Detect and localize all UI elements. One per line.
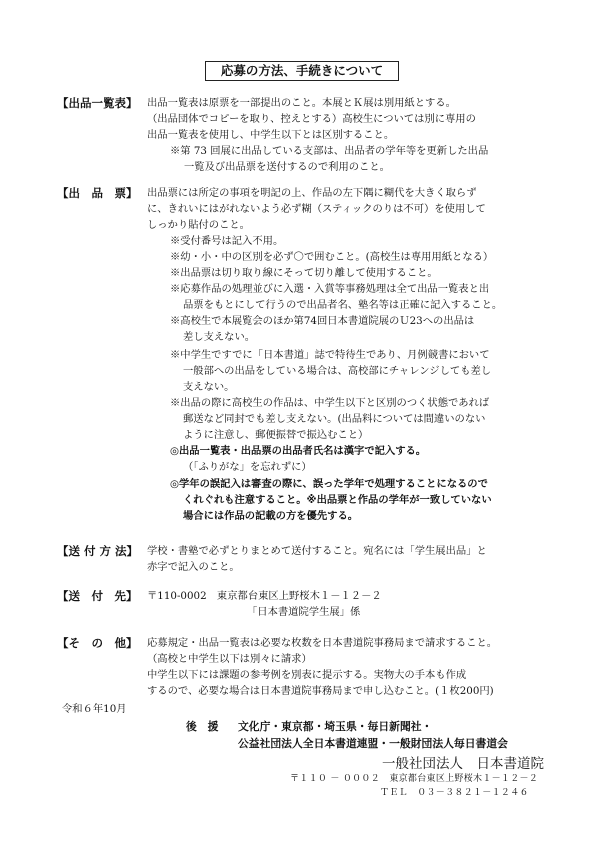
text-line: しっかり貼付のこと。 — [147, 219, 250, 231]
text-line: ◎学年の誤記入は審査の際に、誤った学年で処理することになるので — [170, 478, 488, 490]
text-line: 赤字で記入のこと。 — [147, 561, 240, 573]
text-line: 出品一覧表は原票を一部提出のこと。本展とＫ展は別用紙とする。 — [147, 97, 456, 109]
text-line: 出品一覧表を使用し、中学生以下とは区別すること。 — [147, 129, 395, 141]
text-line: ◎出品一覧表・出品票の出品者氏名は漢字で記入する。 — [170, 445, 427, 457]
text-line: 中学生以下には課題の参考例を別表に提示する。実物大の手本も作成 — [147, 669, 467, 681]
text-line: 学校・書塾で必ずとりまとめて送付すること。宛名には「学生展出品」と — [147, 545, 487, 557]
text-line: （高校と中学生以下は別々に請求） — [147, 653, 312, 665]
text-line: ※高校生で本展覧会のほか第74回日本書道院展のＵ23への出品は — [170, 315, 475, 327]
text-line: 出品票には所定の事項を明記の上、作品の左下隅に糊代を大きく取らず — [147, 187, 477, 199]
sponsor-line: 公益社団法人全日本書道連盟・一般財団法人毎日書道会 — [238, 737, 508, 750]
text-line: 一覧及び出品票を送付するので利用のこと。 — [184, 161, 390, 173]
section-label-list: 【出品一覧表】 — [57, 96, 138, 110]
text-line: （「ふりがな」を忘れずに） — [183, 461, 312, 473]
text-line: （出品団体でコピーを取り、控えとする）高校生については別に専用の — [147, 113, 476, 125]
text-line: ※応募作品の処理並びに入選・入賞等事務処理は全て出品一覧表と出 — [170, 283, 490, 295]
text-line: 品票をもとにして行うので出品者名、塾名等は正確に記入すること。 — [183, 299, 503, 311]
section-label-entry-slip: 【出 品 票】 — [57, 186, 138, 200]
text-line: 一般部への出品をしている場合は、高校部にチャレンジしても差し — [183, 365, 492, 377]
text-line: 差し支えない。 — [183, 331, 256, 343]
section-label-destination: 【送 付 先】 — [57, 589, 138, 603]
section-label-send-method: 【送 付 方 法】 — [57, 544, 139, 558]
sponsor-line: 文化庁・東京都・埼玉県・毎日新聞社・ — [238, 720, 433, 733]
text-line: ※出品票は切り取り線にそって切り離して使用すること。 — [170, 267, 438, 279]
organizer-phone: ＴＥＬ ０３－３８２１－１２４６ — [380, 788, 529, 798]
sponsor-label: 後 援 — [186, 720, 219, 733]
text-line: ※中学生ですでに「日本書道」誌で特待生であり、月例競書において — [170, 349, 490, 361]
text-line: ※出品の際に高校生の作品は、中学生以下と区別のつく状態であれば — [170, 397, 490, 409]
text-line: ※第 73 回展に出品している支部は、出品者の学年等を更新した出品 — [170, 145, 489, 157]
text-line: 郵送など同封でも差し支えない。(出品料については間違いのない — [183, 413, 486, 425]
organizer-name: 一般社団法人 日本書道院 — [382, 756, 544, 772]
section-label-other: 【そ の 他】 — [57, 636, 138, 650]
issue-date: 令和６年10月 — [62, 703, 127, 715]
text-line: 支えない。 — [183, 381, 235, 393]
text-line: 応募規定・出品一覧表は必要な枚数を日本書道院事務局まで請求すること。 — [147, 637, 498, 649]
text-line: ※受付番号は記入不用。 — [170, 235, 284, 247]
text-line: 場合には作品の記載の方を優先する。 — [183, 510, 359, 522]
text-line: 「日本書道院学生展」係 — [247, 606, 361, 618]
text-line: ※幼・小・中の区別を必ず〇で囲むこと。(高校生は専用用紙となる） — [170, 251, 494, 263]
text-line: するので、必要な場合は日本書道院事務局まで申し込むこと。(１枚200円) — [147, 685, 494, 697]
text-line: 〒110-0002 東京都台東区上野桜木１－１２－２ — [147, 590, 382, 602]
text-line: ように注意し、郵便振替で振込むこと） — [183, 429, 369, 441]
page-title: 応募の方法、手続きについて — [205, 61, 399, 81]
text-line: くれぐれも注意すること。※出品票と作品の学年が一致していない — [183, 494, 492, 506]
text-line: に、きれいにはがれないよう必ず糊（スティックのりは不可）を使用して — [147, 203, 486, 215]
organizer-address: 〒１１０ － ０００２ 東京都台東区上野桜木１－１２－２ — [290, 774, 539, 784]
